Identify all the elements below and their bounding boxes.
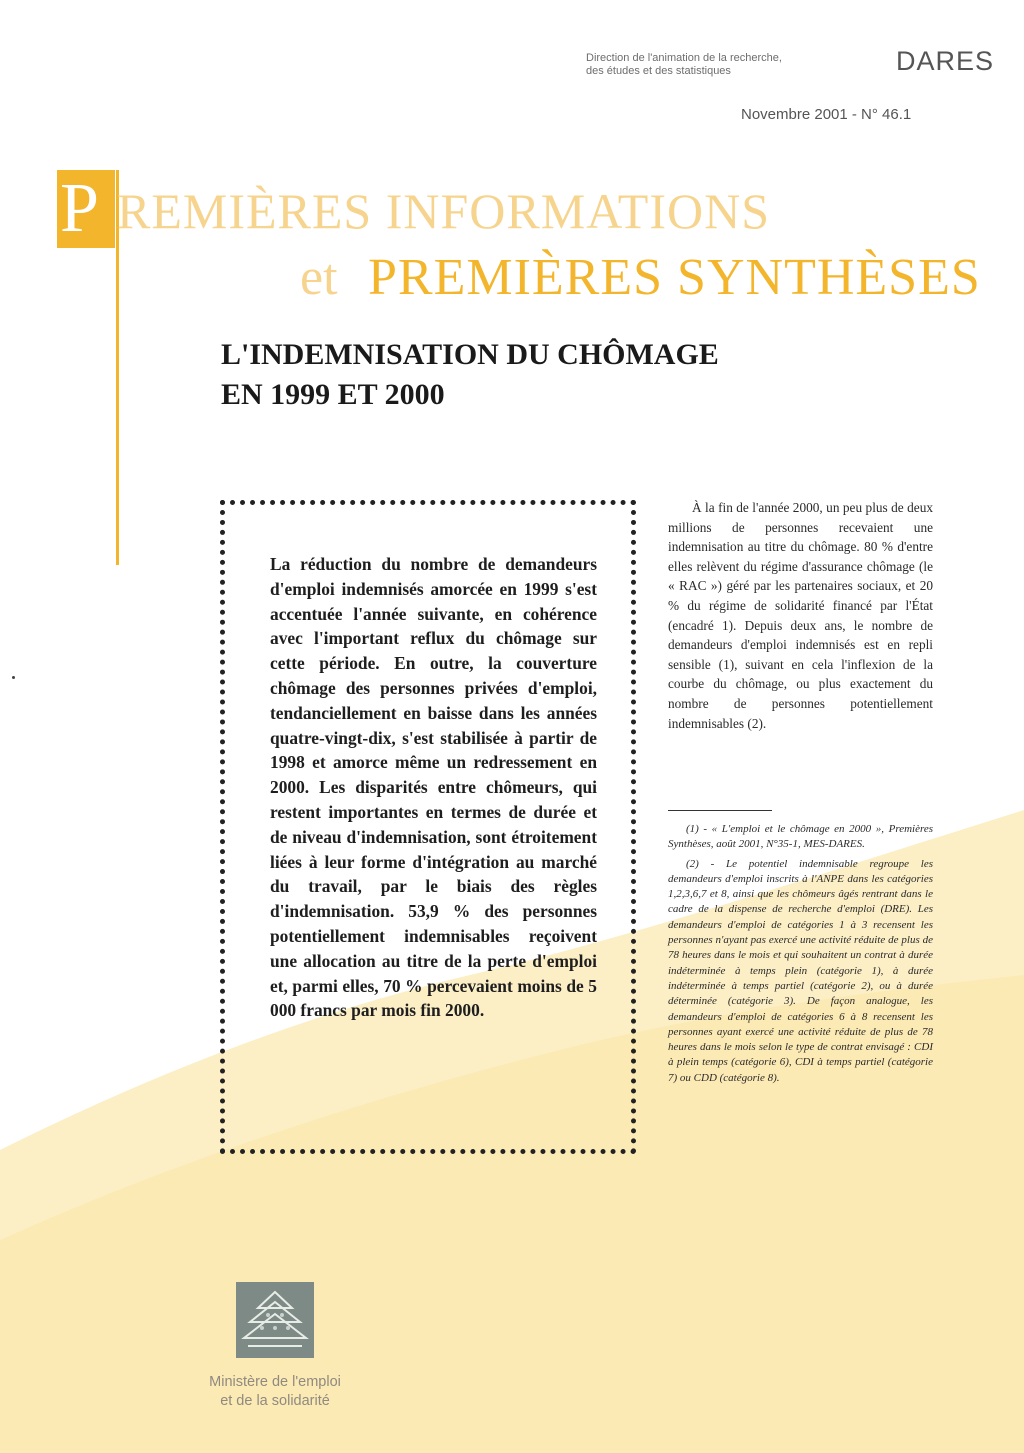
page-title-line1: L'INDEMNISATION DU CHÔMAGE [221, 338, 719, 371]
series-initial-block [57, 170, 115, 248]
org-name-line2: des études et des statistiques [586, 65, 731, 77]
ministry-name-line1: Ministère de l'emploi [209, 1374, 341, 1390]
ministry-logo-icon [236, 1282, 314, 1358]
org-name-line1: Direction de l'animation de la recherche, [586, 52, 782, 64]
issue-date-number: Novembre 2001 - N° 46.1 [741, 106, 912, 123]
footnote-1: (1) - « L'emploi et le chômage en 2000 », Premières Synthèses, août 2001, N°35-1, MES-DARES. [668, 823, 933, 851]
body-paragraph: À la fin de l'année 2000, un peu plus de deux millions de personnes recevaient une indemnisation au titre du chômage. 80 % d'entre elles relèvent du régime d'assurance chômage (le « RAC ») géré par les partenaires sociaux, et 20 % du régime de solidarité financé par l'État (encadré 1). Depuis deux ans, le nombre de demandeurs d'emploi indemnisés est en repli sensible (1), suivant en cela l'inflexion de la courbe du chômage, ou plus exactement du nombre de personnes potentiellement indemnisables (2). [668, 500, 933, 731]
ministry-name-line2: et de la solidarité [220, 1393, 330, 1409]
footnotes [668, 822, 933, 1090]
page-title-line2: EN 1999 ET 2000 [221, 378, 445, 411]
org-acronym: DARES [896, 46, 995, 76]
footnote-2: (2) - Le potentiel indemnisable regroupe les demandeurs d'emploi inscrits à l'ANPE dans les catégories 1,2,3,6,7 et 8, ainsi que les chômeurs âgés rentrant dans le cadre de la dispense de recherche d'emploi (DRE). Les demandeurs d'emploi de catégories 1 à 3 recensent les personnes n'ayant pas exercé une activité réduite de plus de 78 heures dans le mois et qui souhaitent un contrat à durée indéterminée à temps plein (catégorie 1), à durée indéterminée à temps partiel (catégorie 2), ou à durée déterminée (catégorie 3). De façon analogue, les demandeurs d'emploi de catégories 6 à 8 recensent les personnes ayant exercé une activité réduite de plus de 78 heures dans le mois selon le type de contrat envisagé : CDI à plein temps (catégorie 6), CDI à temps partiel (catégorie 7) ou CDD (catégorie 8). [668, 857, 933, 1084]
series-title-et: et [300, 249, 338, 306]
summary-text: La réduction du nombre de demandeurs d'emploi indemnisés amorcée en 1999 s'est accentuée l'année suivante, en cohérence avec l'important reflux du chômage sur cette période. En outre, la couverture chômage des personnes privées d'emploi, tendanciellement en baisse dans les années quatre-vingt-dix, s'est stabilisée à partir de 1998 et amorce même un redressement en 2000. Les disparités entre chômeurs, qui restent importantes en termes de durée et de niveau d'indemnisation, sont étroitement liées à leur forme d'intégration au marché du travail, par le biais des règles d'indemnisation. 53,9 % des personnes potentiellement indemnisables reçoivent une allocation au titre de la perte d'emploi et, parmi elles, 70 % percevaient moins de 5 000 francs par mois fin 2000. [270, 554, 597, 1021]
footnote-divider [668, 810, 772, 811]
series-initial-letter: P [60, 170, 99, 247]
series-title-line2: PREMIÈRES SYNTHÈSES [368, 249, 981, 306]
series-title-line1: REMIÈRES INFORMATIONS [117, 183, 771, 239]
body-column [668, 498, 933, 733]
ministry-name [180, 1373, 370, 1411]
margin-dot [12, 676, 15, 679]
